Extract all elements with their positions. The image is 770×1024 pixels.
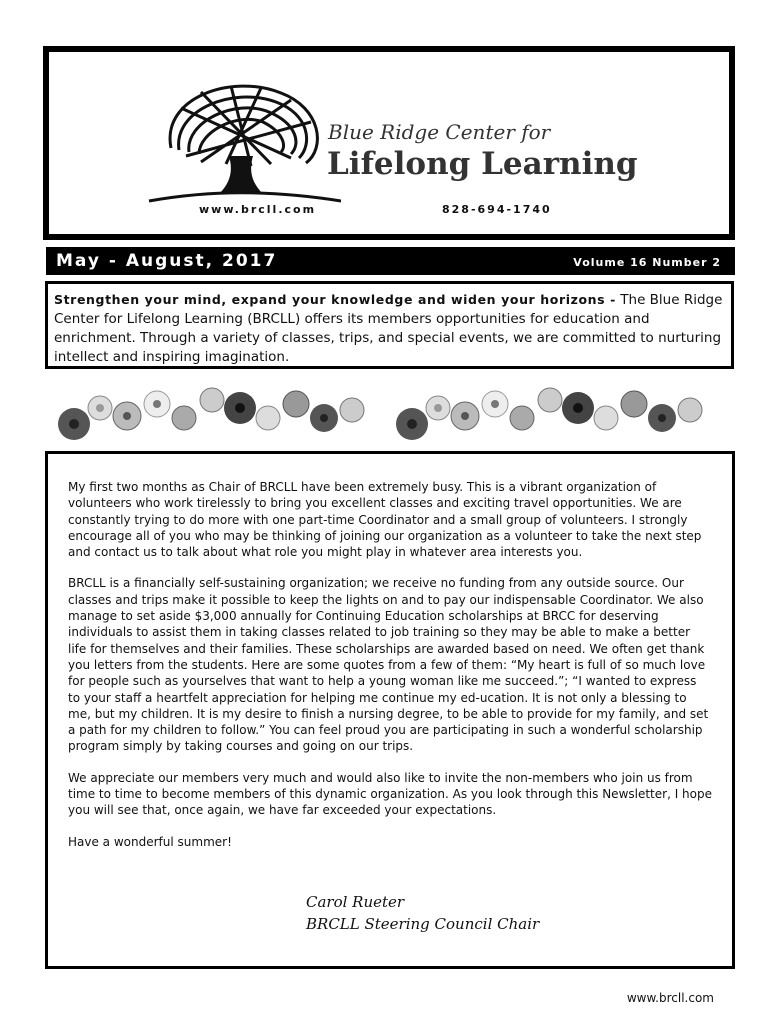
flower-border-icon bbox=[52, 378, 722, 444]
mission-body: The Blue Ridge Center for Lifelong Learning (BRCLL) offers its members opportunities for education and enrichment. Through a variety of classes, trips, and special events, we are committed to nurturing intellect and inspiring imagination. bbox=[54, 292, 723, 365]
tree-logo-icon bbox=[141, 78, 341, 206]
signature-title: BRCLL Steering Council Chair bbox=[306, 915, 540, 933]
letter-paragraph: Have a wonderful summer! bbox=[68, 834, 232, 849]
header-website[interactable]: www.brcll.com bbox=[199, 203, 317, 216]
org-name-line1: Blue Ridge Center for bbox=[328, 120, 551, 144]
issue-date: May - August, 2017 bbox=[56, 251, 278, 271]
header-phone: 828-694-1740 bbox=[442, 203, 552, 216]
footer-website[interactable]: www.brcll.com bbox=[626, 991, 714, 1005]
letter-paragraph: My first two months as Chair of BRCLL have been extremely busy. This is a vibrant organization of volunteers who work tirelessly to bring you excellent classes and exciting travel opportunities. We are constantly trying to do more with one part-time Coordinator and a small group of volunteers. I strongly encourage all of you who may be thinking of joining our organization as a volunteer to take the next step and contact us to talk about what role you might play in whatever area interests you. bbox=[68, 480, 702, 560]
issue-volume: Volume 16 Number 2 bbox=[573, 256, 721, 269]
letter-paragraph: BRCLL is a financially self-sustaining organization; we receive no funding from any outside source. Our classes and trips make it possible to keep the lights on and to pay our indispensable Coordinator. We also manage to set aside $3,000 annually for Continuing Education scholarships at BRCC for deserving individuals to assist them in taking classes related to job training so they may be able to make a better life for themselves and their families. These scholarships are awarded based on need. We often get thank you letters from the students. Here are some quotes from a few of them: “My heart is full of so much love for people such as yourselves that want to help a young woman like me succeed.”; “I wanted to express to your staff a heartfelt appreciation for helping me continue my ed-ucation. It is not only a blessing to me, but my children. It is my desire to finish a nursing degree, to be able to provide for my family, and set a path for my children to follow.” You can feel proud you are participating in such a wonderful scholarship program simply by taking courses and going on our trips. bbox=[68, 576, 709, 754]
issue-banner bbox=[46, 247, 735, 275]
signature-name: Carol Rueter bbox=[306, 893, 405, 911]
masthead bbox=[43, 46, 735, 240]
mission-statement bbox=[45, 281, 734, 369]
chair-letter bbox=[45, 451, 735, 969]
letter-paragraph: We appreciate our members very much and would also like to invite the non-members who join us from time to time to become members of this dynamic organization. As you look through this Newsletter, I hope you will see that, once again, we have far exceeded your expectations. bbox=[68, 770, 713, 818]
org-name-line2: Lifelong Learning bbox=[327, 146, 638, 182]
mission-lead: Strengthen your mind, expand your knowledge and widen your horizons - bbox=[54, 292, 616, 307]
